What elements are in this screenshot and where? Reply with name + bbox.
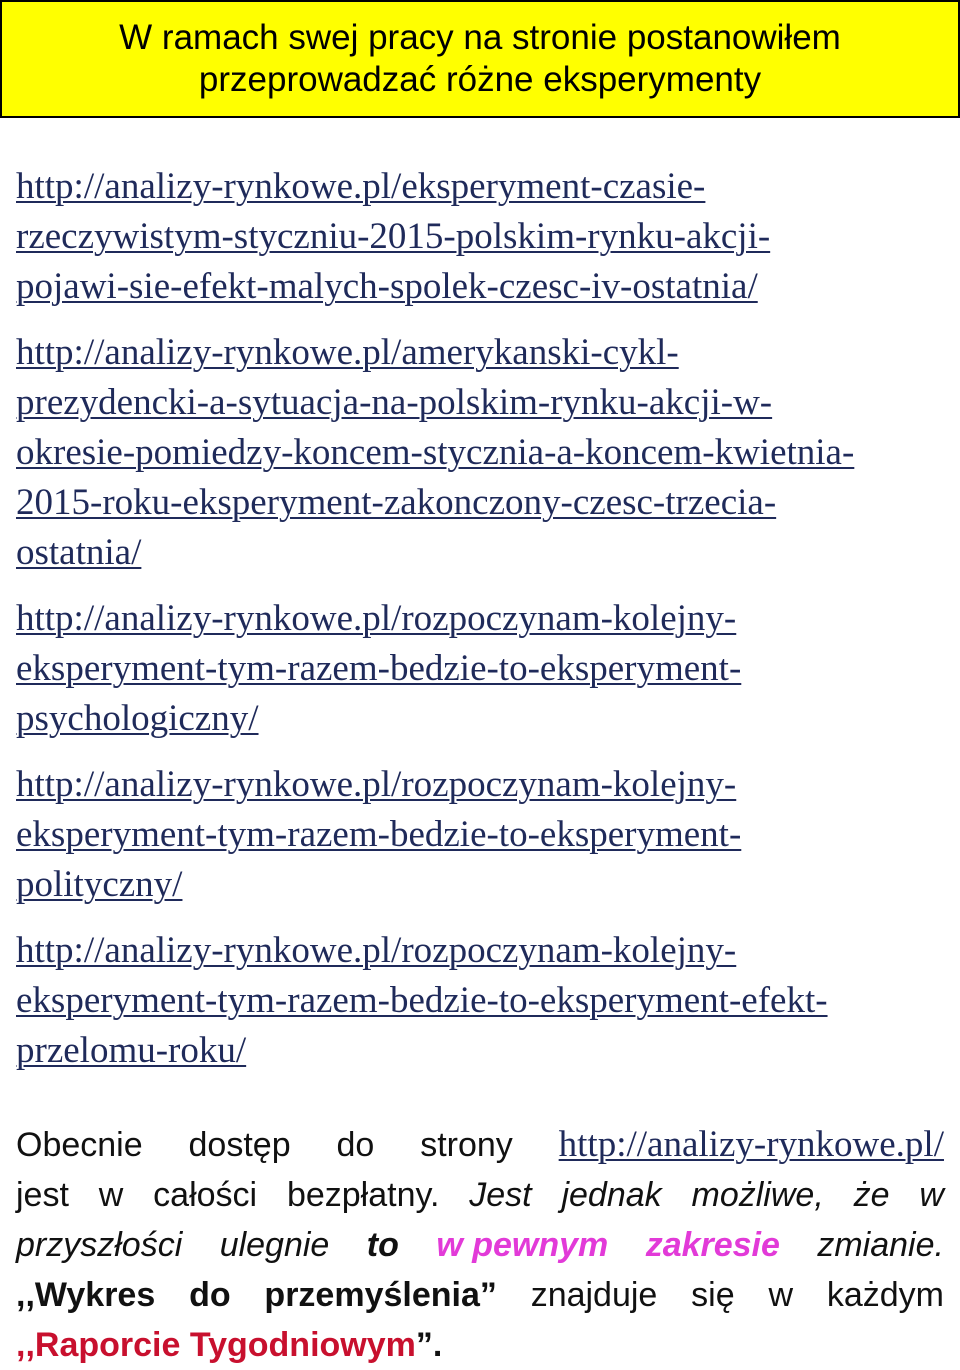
paragraph-line-5 [16,1320,944,1370]
link-line: http://analizy-rynkowe.pl/rozpoczynam-kolejny- [16,930,737,971]
link-line: okresie-pomiedzy-koncem-stycznia-a-koncem-kwietnia- [16,432,855,473]
text-word: przemyślenia [264,1276,480,1314]
text-word: w [919,1176,944,1214]
highlight-word: zakresie [645,1226,780,1264]
site-link[interactable]: http://analizy-rynkowe.pl/ [558,1124,944,1165]
text-word: do [189,1276,231,1314]
link-political-experiment[interactable] [16,760,951,910]
link-experiment-small-caps[interactable] [16,162,951,312]
text-word: strony [420,1126,513,1164]
text-word: dostęp [188,1126,291,1164]
closing-quote: ”. [415,1326,443,1364]
link-line: psychologiczny/ [16,698,259,739]
banner-line-2: przeprowadzać różne eksperymenty [198,60,762,99]
link-line: eksperyment-tym-razem-bedzie-to-eksperyment- [16,814,742,855]
closing-quote: ” [479,1276,497,1314]
text-word: całości [153,1176,258,1214]
paragraph-line-4 [16,1270,944,1320]
paragraph-line-2 [16,1170,944,1220]
text-word: do [336,1126,375,1164]
link-line: eksperyment-tym-razem-bedzie-to-eksperyment- [16,648,742,689]
text-word: ulegnie [219,1226,330,1264]
link-year-turn-experiment[interactable] [16,926,951,1076]
link-line: eksperyment-tym-razem-bedzie-to-eksperyment-efekt- [16,980,828,1021]
text-word: bezpłatny. [286,1176,440,1214]
link-line: 2015-roku-eksperyment-zakonczony-czesc-trzecia- [16,482,777,523]
link-line: ostatnia/ [16,532,142,573]
link-list [16,162,951,1092]
text-word: ,,Wykres [16,1276,156,1314]
link-line: pojawi-sie-efekt-malych-spolek-czesc-iv-ostatnia/ [16,266,758,307]
text-word: Obecnie [16,1126,143,1164]
text-word: znajduje [530,1276,658,1314]
link-line: http://analizy-rynkowe.pl/amerykanski-cykl- [16,332,679,373]
access-paragraph [16,1120,944,1370]
link-line: http://analizy-rynkowe.pl/rozpoczynam-kolejny- [16,598,737,639]
text-word: w [98,1176,124,1214]
text-word: że [853,1176,890,1214]
text-word: każdym [826,1276,944,1314]
text-word: jest [16,1176,69,1214]
text-word: jednak [561,1176,662,1214]
text-word: w [768,1276,793,1314]
text-word: to [366,1226,399,1264]
text-word: przyszłości [16,1226,183,1264]
paragraph-line-1 [16,1120,944,1170]
link-line: http://analizy-rynkowe.pl/rozpoczynam-kolejny- [16,764,737,805]
link-presidential-cycle[interactable] [16,328,951,578]
banner-line-1: W ramach swej pracy na stronie postanowiłem [119,18,841,57]
report-name: ,,Raporcie Tygodniowym [16,1326,416,1364]
text-word: zmianie. [817,1226,944,1264]
link-line: http://analizy-rynkowe.pl/eksperyment-czasie- [16,166,706,207]
text-word: możliwe, [691,1176,824,1214]
link-line: przelomu-roku/ [16,1030,247,1071]
highlight-word: w pewnym [436,1226,609,1264]
link-psychological-experiment[interactable] [16,594,951,744]
link-line: rzeczywistym-styczniu-2015-polskim-rynku-akcji- [16,216,771,257]
link-line: prezydencki-a-sytuacja-na-polskim-rynku-akcji-w- [16,382,773,423]
text-word-group [264,1270,496,1320]
heading-banner [0,0,960,118]
text-word: się [691,1276,735,1314]
text-word: Jest [469,1176,532,1214]
link-line: polityczny/ [16,864,183,905]
paragraph-line-3 [16,1220,944,1270]
